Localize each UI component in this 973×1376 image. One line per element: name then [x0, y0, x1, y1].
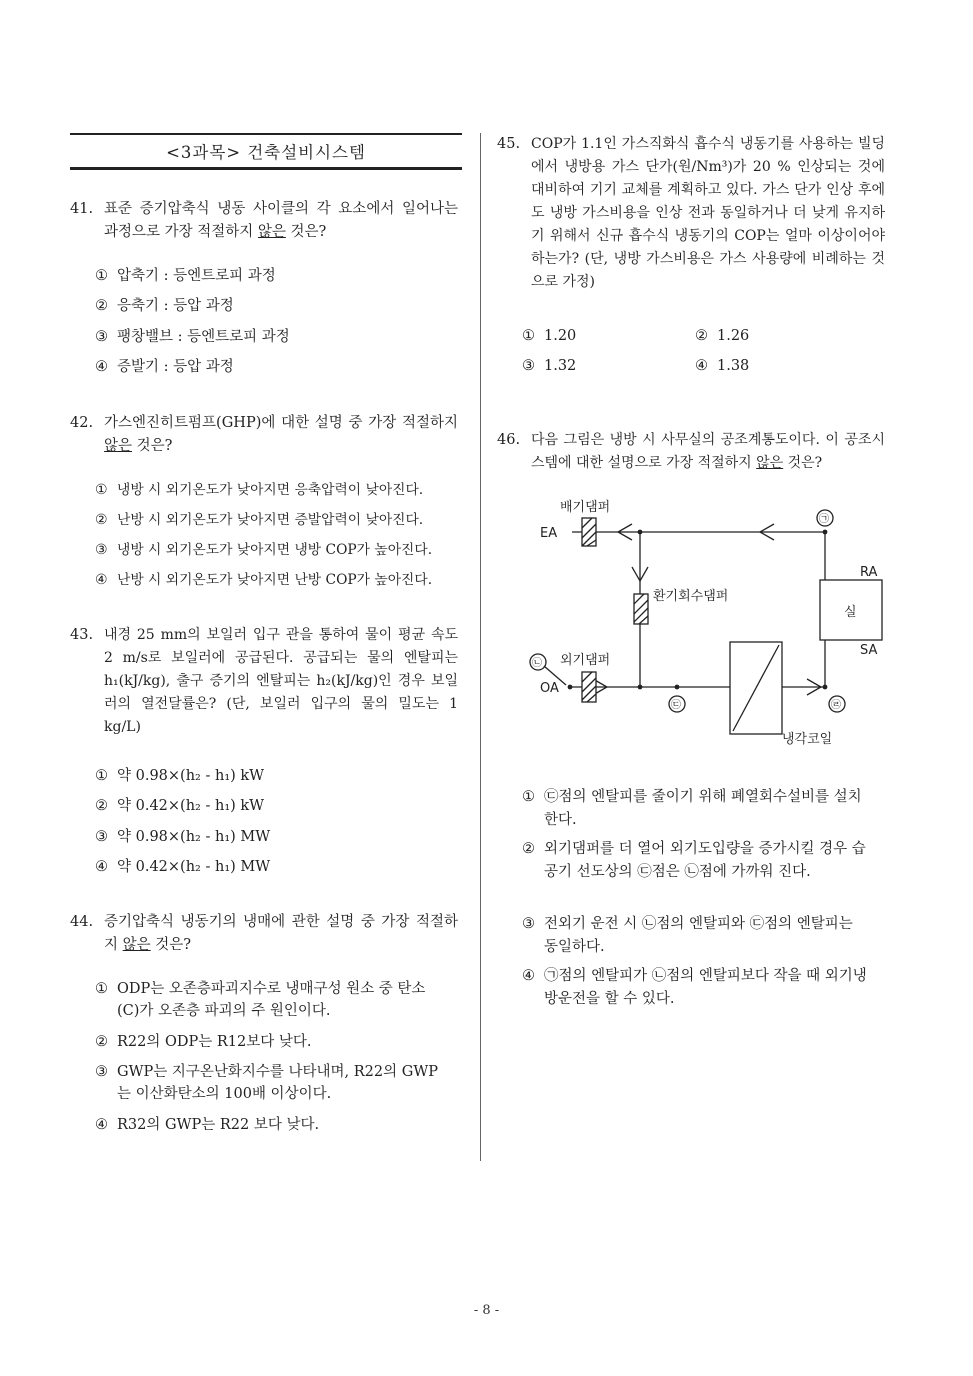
- page-number: - 8 -: [473, 1303, 500, 1318]
- question-text: 표준 증기압축식 냉동 사이클의 각 요소에서 일어나는 과정으로 가장 적절하지 않은 것은?: [104, 201, 458, 240]
- point-2-label: ㉡: [532, 658, 542, 669]
- question-number: 41.: [70, 201, 94, 217]
- sa-label: SA: [860, 643, 878, 658]
- question-text: 다음 그림은 냉방 시 사무실의 공조계통도이다. 이 공조시스템에 대한 설명으로 가장 적절하지 않은 것은?: [531, 432, 885, 471]
- q46-option-3[interactable]: ③ 전외기 운전 시 ㉡점의 엔탈피와 ㉢점의 엔탈피는 동일하다.: [522, 916, 853, 955]
- question-number: 42.: [70, 415, 94, 431]
- section-title: <3과목> 건축설비시스템: [166, 143, 366, 162]
- question-number: 45.: [497, 136, 521, 152]
- underlined-word: 않은: [104, 438, 133, 454]
- underlined-word: 않은: [257, 224, 286, 240]
- outdoor-damper-label: 외기댐퍼: [560, 653, 611, 668]
- q44-option-2[interactable]: ② R22의 ODP는 R12보다 낮다.: [95, 1034, 312, 1050]
- q42-option-3[interactable]: ③ 냉방 시 외기온도가 낮아지면 냉방 COP가 높아진다.: [95, 542, 433, 558]
- hvac-system-diagram: [520, 490, 890, 760]
- q46-option-2[interactable]: ② 외기댐퍼를 더 열어 외기도입량을 증가시킬 경우 습공기 선도상의 ㉢점은 ㉡점에 가까워 진다.: [522, 841, 866, 880]
- q42-option-4[interactable]: ④ 난방 시 외기온도가 낮아지면 난방 COP가 높아진다.: [95, 572, 433, 588]
- question-text: 가스엔진히트펌프(GHP)에 대한 설명 중 가장 적절하지 않은 것은?: [104, 415, 458, 454]
- return-damper-label: 환기회수댐퍼: [653, 589, 729, 604]
- q43-option-2[interactable]: ② 약 0.42×(h₂ - h₁) kW: [95, 798, 265, 814]
- point-1-label: ㉠: [819, 514, 829, 525]
- ra-label: RA: [860, 565, 878, 580]
- junction-dot: [823, 685, 828, 690]
- q41-option-2[interactable]: ② 응축기 : 등압 과정: [95, 298, 234, 314]
- junction-dot: [638, 530, 643, 535]
- ea-label: EA: [540, 526, 558, 541]
- question-number: 43.: [70, 627, 94, 643]
- q41-option-4[interactable]: ④ 증발기 : 등압 과정: [95, 359, 234, 375]
- question-45: [497, 133, 885, 294]
- underlined-word: 않은: [756, 455, 784, 471]
- section-header-bottom-rule: [70, 167, 462, 170]
- room-label: 실: [844, 605, 857, 620]
- q45-option-2[interactable]: ② 1.26: [695, 328, 750, 344]
- question-44: [70, 911, 458, 957]
- q42-option-2[interactable]: ② 난방 시 외기온도가 낮아지면 증발압력이 낮아진다.: [95, 512, 424, 528]
- junction-dot: [638, 685, 643, 690]
- oa-label: OA: [540, 681, 559, 696]
- junction-dot: [823, 530, 828, 535]
- q41-option-3[interactable]: ③ 팽창밸브 : 등엔트로피 과정: [95, 329, 290, 345]
- q45-option-1[interactable]: ① 1.20: [522, 328, 577, 344]
- cooling-coil-label: 냉각코일: [782, 732, 833, 747]
- junction-dot: [568, 685, 573, 690]
- section-header-top-rule: [70, 133, 462, 135]
- point-3-label: ㉢: [671, 700, 681, 711]
- question-43: [70, 624, 458, 739]
- q42-option-1[interactable]: ① 냉방 시 외기온도가 낮아지면 응축압력이 낮아진다.: [95, 482, 424, 498]
- q43-option-1[interactable]: ① 약 0.98×(h₂ - h₁) kW: [95, 768, 265, 784]
- q44-option-1[interactable]: ① ODP는 오존층파괴지수로 냉매구성 원소 중 탄소(C)가 오존층 파괴의 주 원인이다.: [95, 981, 426, 1019]
- question-42: [70, 412, 458, 458]
- question-text: COP가 1.1인 가스직화식 흡수식 냉동기를 사용하는 빌딩에서 냉방용 가스 단가(원/Nm³)가 20 % 인상되는 것에 대비하여 기기 교체를 계획하고 있다. 가스 단가 인상 후에도 냉방 가스비용을 인상 전과 동일하거나 더 낮게 유지하기 위해서 신규 흡수식 냉동기의 COP는 얼마 이상이어야 하는가? (단, 냉방 가스비용은 가스 사용량에 비례하는 것으로 가정): [531, 136, 885, 290]
- q45-option-3[interactable]: ③ 1.32: [522, 358, 577, 374]
- q43-option-4[interactable]: ④ 약 0.42×(h₂ - h₁) MW: [95, 859, 271, 875]
- question-text: 증기압축식 냉동기의 냉매에 관한 설명 중 가장 적절하지 않은 것은?: [104, 914, 458, 953]
- junction-dot: [675, 685, 680, 690]
- q44-option-4[interactable]: ④ R32의 GWP는 R22 보다 낮다.: [95, 1117, 320, 1133]
- question-46: [497, 429, 885, 475]
- question-41: [70, 198, 458, 244]
- q45-option-4[interactable]: ④ 1.38: [695, 358, 750, 374]
- column-divider: [480, 133, 481, 1161]
- question-number: 44.: [70, 914, 94, 930]
- q44-option-3[interactable]: ③ GWP는 지구온난화지수를 나타내며, R22의 GWP는 이산화탄소의 100배 이상이다.: [95, 1064, 438, 1102]
- point-4-label: ㉣: [831, 700, 841, 711]
- q46-option-4[interactable]: ④ ㉠점의 엔탈피가 ㉡점의 엔탈피보다 작을 때 외기냉방운전을 할 수 있다.: [522, 968, 867, 1007]
- q46-option-1[interactable]: ① ㉢점의 엔탈피를 줄이기 위해 폐열회수설비를 설치한다.: [522, 789, 862, 828]
- question-text: 내경 25 mm의 보일러 입구 관을 통하여 물이 평균 속도 2 m/s로 보일러에 공급된다. 공급되는 물의 엔탈피는 h₁(kJ/kg), 출구 증기의 엔탈피는 h₂(kJ/kg)인 경우 보일러의 열전달률은? (단, 보일러 입구의 물의 밀도는 1 kg/L): [104, 627, 458, 735]
- q41-option-1[interactable]: ① 압축기 : 등엔트로피 과정: [95, 268, 276, 284]
- q43-option-3[interactable]: ③ 약 0.98×(h₂ - h₁) MW: [95, 829, 271, 845]
- exhaust-damper-label: 배기댐퍼: [560, 500, 611, 515]
- question-number: 46.: [497, 432, 521, 448]
- underlined-word: 않은: [122, 937, 151, 953]
